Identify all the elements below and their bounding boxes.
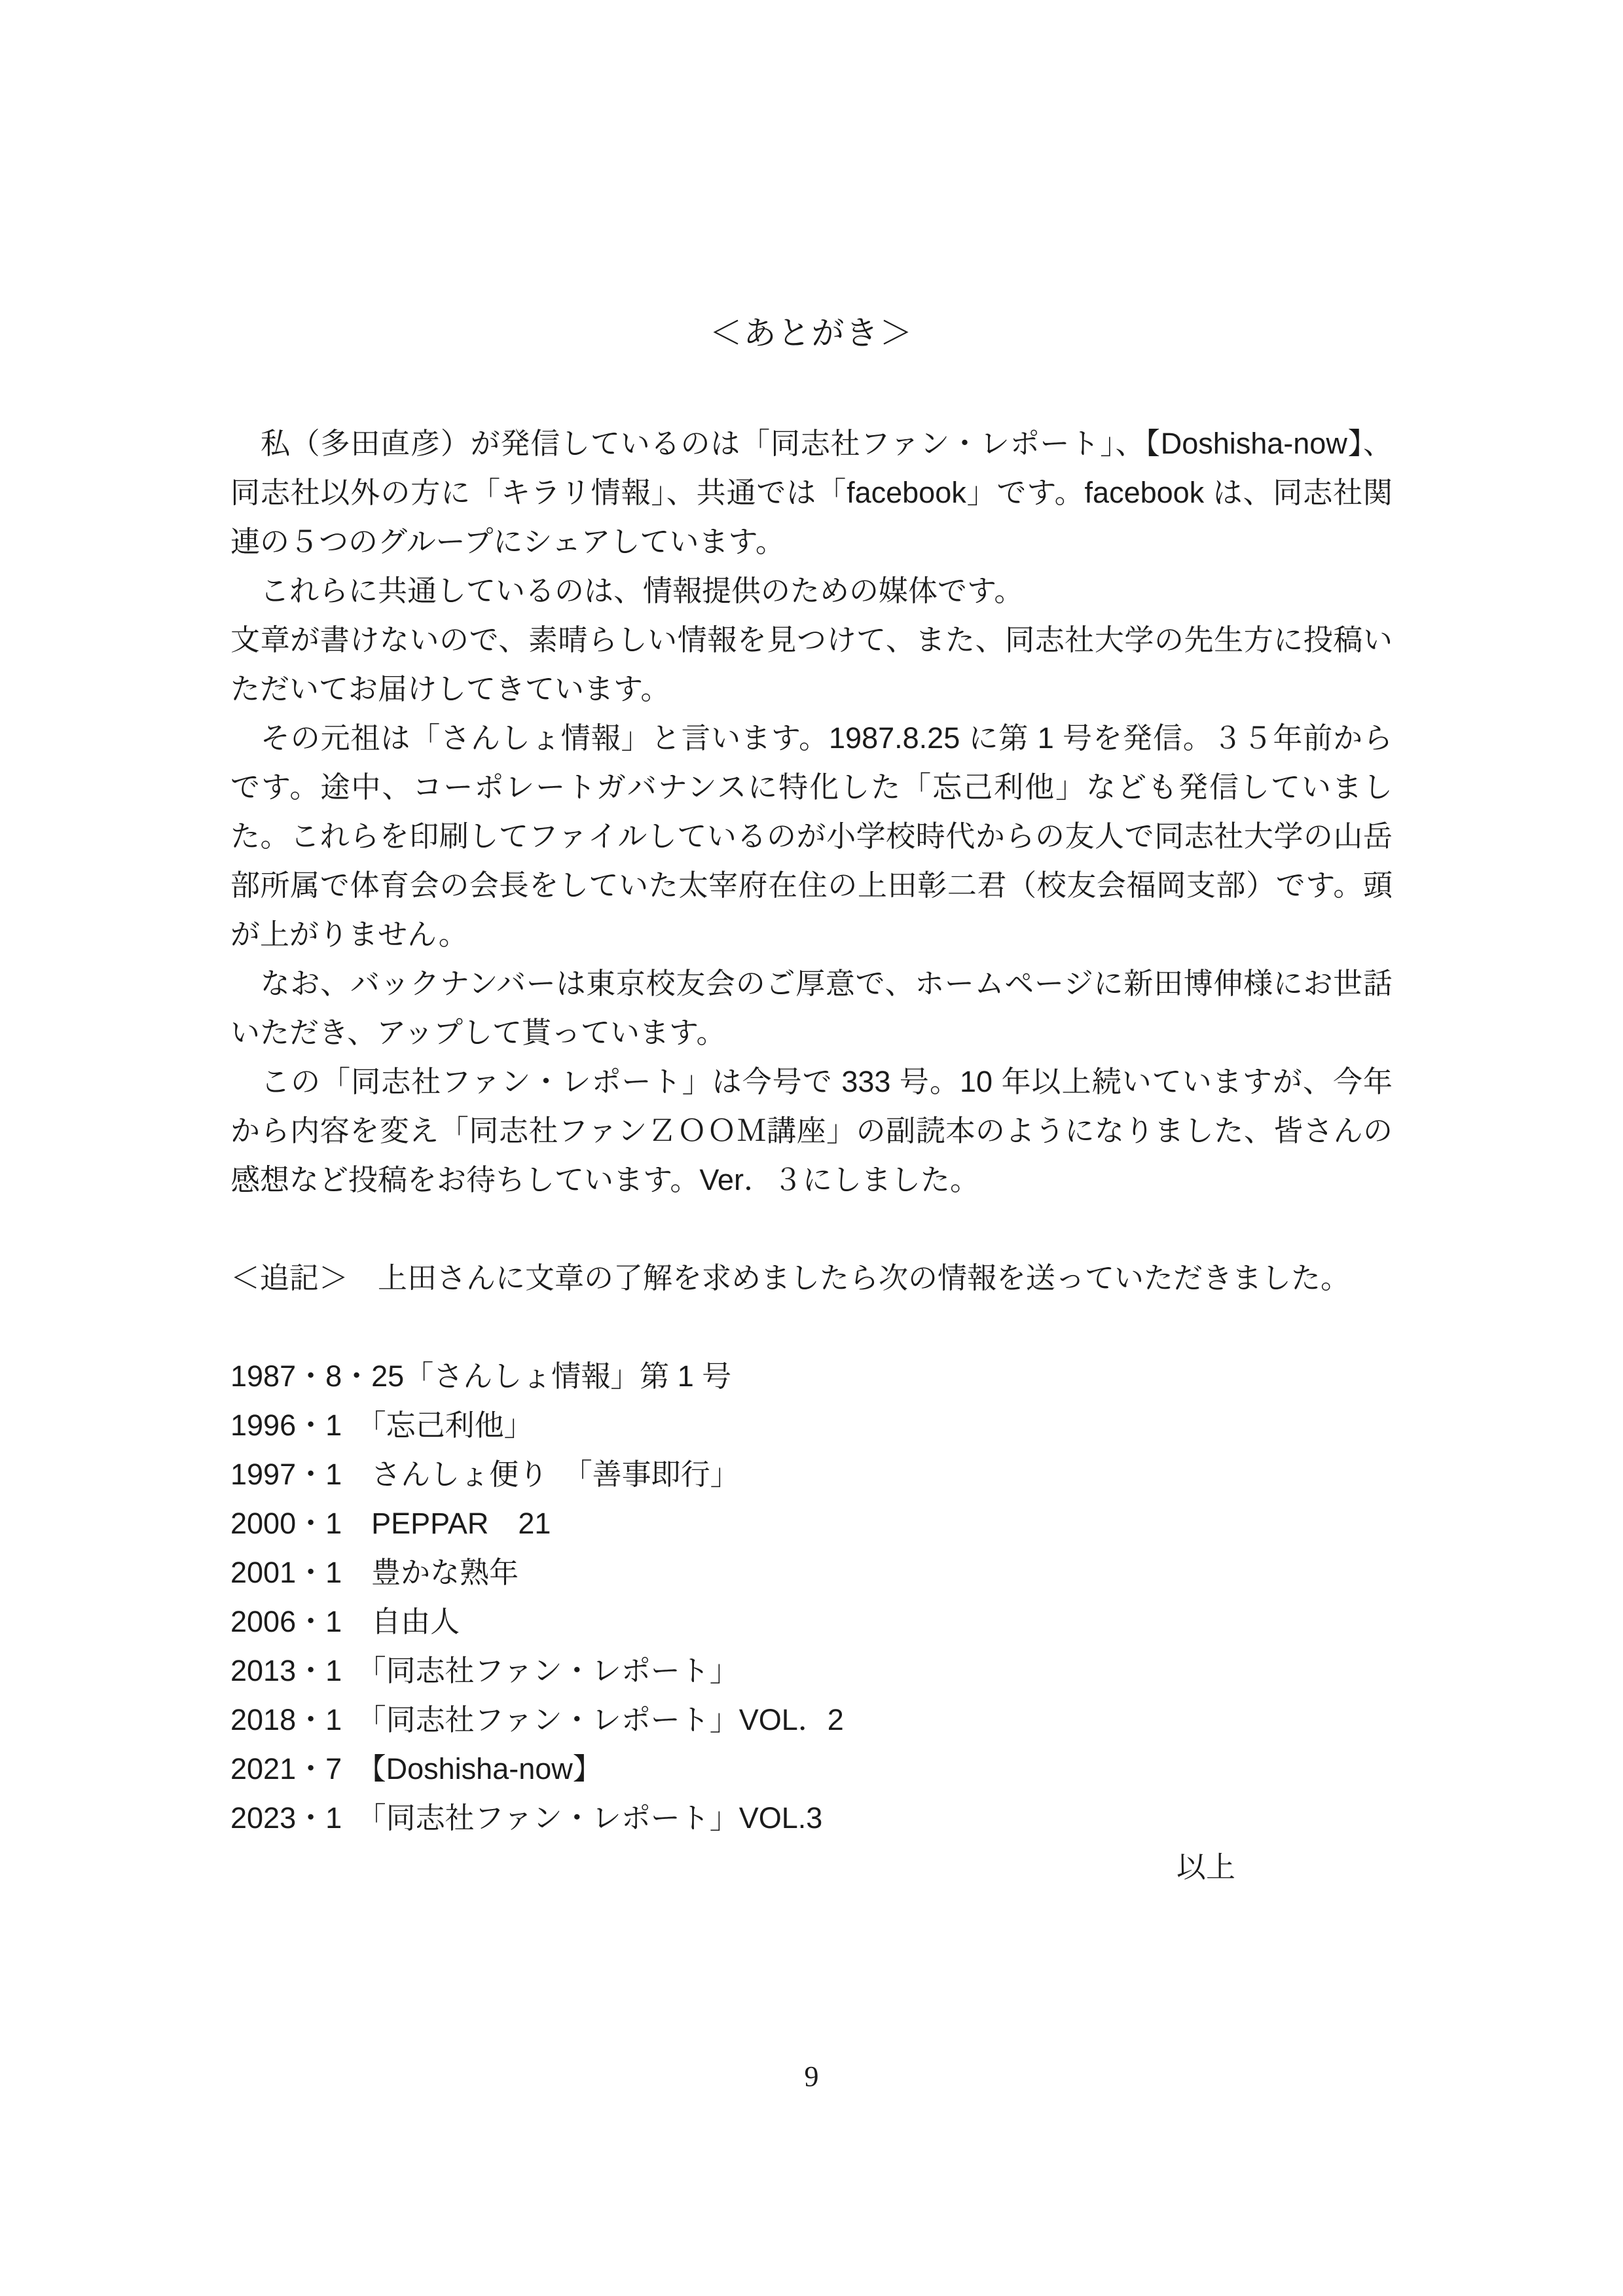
history-item-2013: 2013・1 「同志社ファン・レポート」 [230,1654,739,1687]
history-item-1997: 1997・1 さんしょ便り 「善事即行」 [230,1458,740,1491]
history-item-1996: 1996・1 「忘己利他」 [230,1408,534,1442]
history-item-2018: 2018・1 「同志社ファン・レポート」VOL．2 [230,1703,844,1736]
closing-line: 以上 [1176,1850,1235,1884]
history-item-1987: 1987・8・25「さんしょ情報」第 1 号 [230,1359,732,1393]
paragraph-6: この「同志社ファン・レポート」は今号で 333 号。10 年以上続いていますが、今年から内容を変え「同志社ファンＺＯＯＭ講座」の副読本のようになりました、皆さんの感想など投稿をお待ちしています。Ver．３にしました。 [230,1065,1393,1196]
paragraph-4: その元祖は「さんしょ情報」と言います。1987.8.25 に第 1 号を発信。３５年前からです。途中、コーポレートガバナンスに特化した「忘己利他」なども発信していました。これらを印刷してファイルしているのが小学校時代からの友人で同志社大学の山岳部所属で体育会の会長をしていた太宰府在住の上田彰二君（校友会福岡支部）です。頭が上がりません。 [230,721,1393,951]
history-item-2021: 2021・7 【Doshisha-now】 [230,1752,602,1785]
history-item-2006: 2006・1 自由人 [230,1605,460,1638]
page-number: 9 [804,2060,819,2092]
history-item-2023: 2023・1 「同志社ファン・レポート」VOL.3 [230,1801,823,1835]
publication-history [230,1352,1393,1842]
postscript-line: ＜追記＞ 上田さんに文章の了解を求めましたら次の情報を送っていただきました。 [230,1261,1351,1295]
page-title: ＜あとがき＞ [709,315,914,351]
paragraph-3: 文章が書けないので、素晴らしい情報を見つけて、また、同志社大学の先生方に投稿いただいてお届けしてきています。 [230,623,1393,706]
paragraph-1: 私（多田直彦）が発信しているのは「同志社ファン・レポート」、【Doshisha-now】、同志社以外の方に「キラリ情報」、共通では「facebook」です。facebook は、同志社関連の５つのグループにシェアしています。 [230,427,1393,558]
paragraph-2: これらに共通しているのは、情報提供のための媒体です。 [230,574,1024,607]
history-item-2001: 2001・1 豊かな熟年 [230,1556,519,1589]
afterword-body [230,419,1393,1892]
paragraph-5: なお、バックナンバーは東京校友会のご厚意で、ホームページに新田博伸様にお世話いただき、アップして貰っています。 [230,967,1393,1049]
history-item-2000: 2000・1 PEPPAR 21 [230,1507,551,1540]
